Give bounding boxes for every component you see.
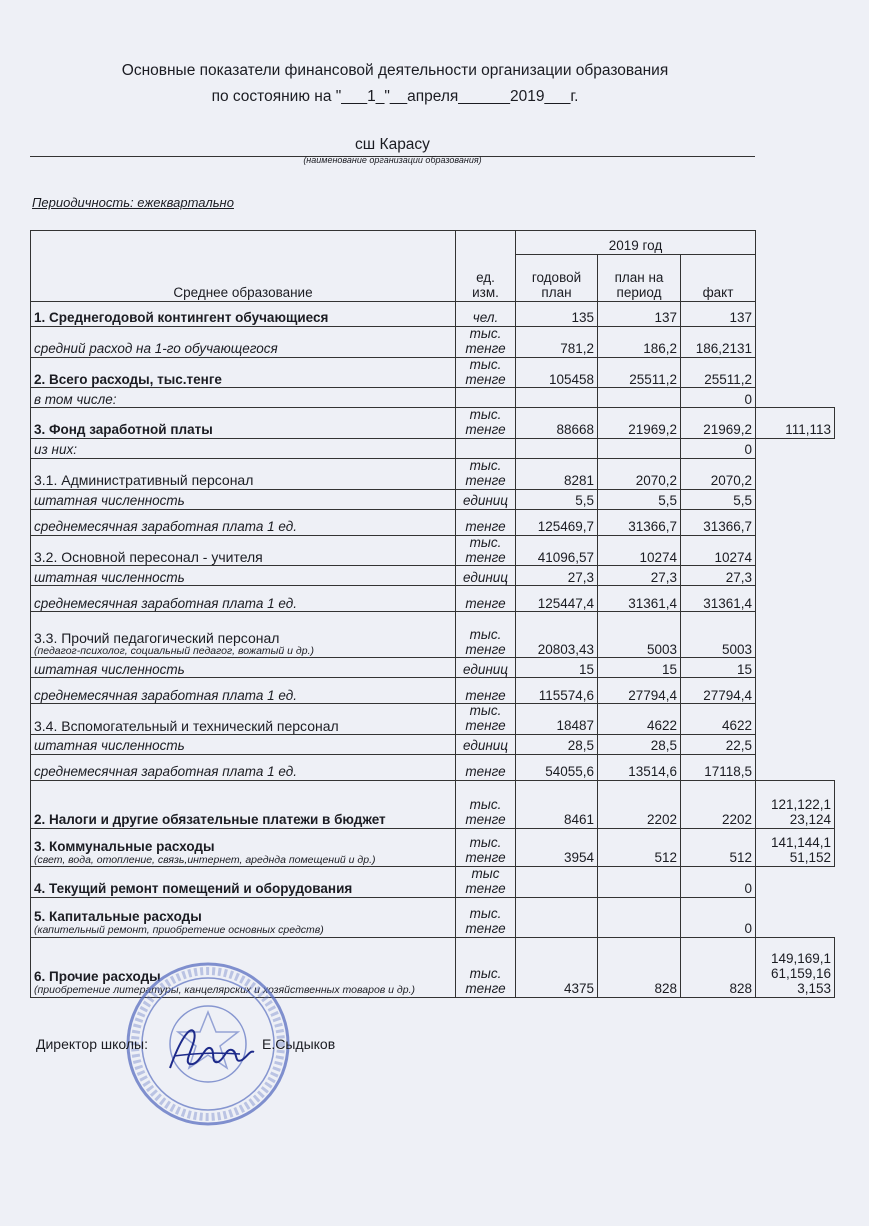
row-label-text: 2. Всего расходы, тыс.тенге <box>34 371 222 387</box>
row-label <box>31 658 456 678</box>
row-unit: тыс. тенге <box>456 781 516 829</box>
cell-extra <box>756 357 835 388</box>
row-unit: тенге <box>456 509 516 535</box>
periodicity: Периодичность: ежеквартально <box>32 195 234 210</box>
cell-extra <box>756 535 835 566</box>
cell-plan: 15 <box>516 658 598 678</box>
row-label <box>31 327 456 358</box>
row-unit: единиц <box>456 489 516 509</box>
row-label <box>31 678 456 704</box>
cell-fact: 10274 <box>681 535 756 566</box>
row-unit: тыс. тенге <box>456 408 516 439</box>
director-signature <box>160 1020 260 1080</box>
cell-fact: 4622 <box>681 704 756 735</box>
organization-name: сш Карасу <box>30 136 755 157</box>
row-label <box>31 586 456 612</box>
row-label <box>31 867 456 898</box>
cell-extra: 111,113 <box>756 408 835 439</box>
cell-fact: 512 <box>681 829 756 867</box>
cell-plan: 18487 <box>516 704 598 735</box>
cell-plan: 8281 <box>516 459 598 490</box>
header-plan: годовой план <box>516 255 598 302</box>
row-label-text: среднемесячная заработная плата 1 ед. <box>34 687 297 703</box>
cell-period: 27,3 <box>598 566 681 586</box>
document-title: Основные показатели финансовой деятельности организации образования <box>121 62 669 79</box>
cell-period: 15 <box>598 658 681 678</box>
cell-fact: 15 <box>681 658 756 678</box>
cell-extra: 149,169,1 61,159,16 3,153 <box>756 937 835 997</box>
cell-fact: 25511,2 <box>681 357 756 388</box>
cell-extra <box>756 586 835 612</box>
cell-extra <box>756 566 835 586</box>
cell-extra <box>756 678 835 704</box>
row-label-text: среднемесячная заработная плата 1 ед. <box>34 595 297 611</box>
row-label <box>31 408 456 439</box>
row-sublabel: (свет, вода, отопление, связь,интернет, аредндa помещений и др.) <box>34 853 376 866</box>
row-label-text: 5. Капитальные расходы <box>34 909 202 925</box>
row-sublabel: (капительный ремонт, приобретение основных средств) <box>34 924 324 937</box>
row-unit: единиц <box>456 658 516 678</box>
table-row <box>31 612 835 658</box>
row-label-text: штатная численность <box>34 569 185 585</box>
cell-period: 5,5 <box>598 489 681 509</box>
cell-extra <box>756 867 835 898</box>
row-unit: единиц <box>456 735 516 755</box>
header-year: 2019 год <box>516 231 756 255</box>
row-label-text: 6. Прочие расходы <box>34 969 161 985</box>
row-unit: тыс. тенге <box>456 612 516 658</box>
cell-extra <box>756 755 835 781</box>
cell-period: 31361,4 <box>598 586 681 612</box>
cell-plan: 781,2 <box>516 327 598 358</box>
cell-plan: 115574,6 <box>516 678 598 704</box>
header-name: Среднее образование <box>31 231 456 302</box>
row-unit: тыс. тенге <box>456 459 516 490</box>
cell-period: 4622 <box>598 704 681 735</box>
cell-fact: 27794,4 <box>681 678 756 704</box>
cell-fact: 31361,4 <box>681 586 756 612</box>
row-label-text: 4. Текущий ремонт помещений и оборудования <box>34 880 353 896</box>
cell-extra <box>756 658 835 678</box>
row-label-text: среднемесячная заработная плата 1 ед. <box>34 764 297 780</box>
cell-period <box>598 388 681 408</box>
cell-fact: 2202 <box>681 781 756 829</box>
cell-plan: 54055,6 <box>516 755 598 781</box>
table-row <box>31 302 835 327</box>
row-label <box>31 781 456 829</box>
row-label <box>31 566 456 586</box>
table-row <box>31 408 835 439</box>
row-label-text: 3.4. Вспомогательный и технический персонал <box>34 717 339 734</box>
table-row <box>31 535 835 566</box>
cell-plan: 88668 <box>516 408 598 439</box>
row-label-text: штатная численность <box>34 492 185 508</box>
table-row <box>31 704 835 735</box>
table-row <box>31 509 835 535</box>
row-unit <box>456 388 516 408</box>
cell-plan: 8461 <box>516 781 598 829</box>
table-row <box>31 781 835 829</box>
table-row <box>31 755 835 781</box>
row-unit: тыс. тенге <box>456 937 516 997</box>
organization-caption: (наименование организации образования) <box>303 155 482 165</box>
cell-plan: 125469,7 <box>516 509 598 535</box>
row-label-text: 2. Налоги и другие обязательные платежи в бюджет <box>34 812 386 828</box>
cell-plan: 135 <box>516 302 598 327</box>
cell-period <box>598 897 681 937</box>
table-row <box>31 586 835 612</box>
row-label <box>31 357 456 388</box>
cell-extra <box>756 459 835 490</box>
table-row <box>31 658 835 678</box>
cell-period: 2202 <box>598 781 681 829</box>
cell-period: 31366,7 <box>598 509 681 535</box>
table-row <box>31 566 835 586</box>
table-row <box>31 829 835 867</box>
table-row <box>31 357 835 388</box>
cell-fact: 0 <box>681 867 756 898</box>
row-unit: тыс. тенге <box>456 535 516 566</box>
cell-extra <box>756 735 835 755</box>
cell-plan: 4375 <box>516 937 598 997</box>
table-row <box>31 897 835 937</box>
cell-fact: 2070,2 <box>681 459 756 490</box>
row-label-text: среднемесячная заработная плата 1 ед. <box>34 518 297 534</box>
cell-fact: 21969,2 <box>681 408 756 439</box>
cell-fact: 5,5 <box>681 489 756 509</box>
row-unit: тыс. тенге <box>456 897 516 937</box>
row-label <box>31 439 456 459</box>
header-period: план на период <box>598 255 681 302</box>
cell-plan: 105458 <box>516 357 598 388</box>
cell-extra <box>756 897 835 937</box>
cell-extra <box>756 612 835 658</box>
cell-plan: 20803,43 <box>516 612 598 658</box>
document-date-line: по состоянию на "___1_"__апреля______2019___г. <box>211 88 579 105</box>
row-label <box>31 735 456 755</box>
cell-period: 186,2 <box>598 327 681 358</box>
cell-fact: 0 <box>681 897 756 937</box>
row-label <box>31 459 456 490</box>
row-unit: тенге <box>456 586 516 612</box>
row-label-text: средний расход на 1-го обучающегося <box>34 340 278 356</box>
row-label-text: 3.3. Прочий педагогический персонал <box>34 629 280 646</box>
row-label <box>31 489 456 509</box>
table-row <box>31 867 835 898</box>
cell-plan <box>516 439 598 459</box>
table-row <box>31 735 835 755</box>
cell-period <box>598 439 681 459</box>
indicators-table <box>30 230 835 998</box>
cell-fact: 17118,5 <box>681 755 756 781</box>
cell-period: 27794,4 <box>598 678 681 704</box>
row-label-text: в том числе: <box>34 391 117 407</box>
cell-extra <box>756 509 835 535</box>
row-unit: единиц <box>456 566 516 586</box>
cell-plan: 27,3 <box>516 566 598 586</box>
row-unit: тыс тенге <box>456 867 516 898</box>
cell-period: 5003 <box>598 612 681 658</box>
row-unit: тыс. тенге <box>456 829 516 867</box>
cell-plan: 28,5 <box>516 735 598 755</box>
row-sublabel: (приобретение литературы, канцелярских и хозяйственных товаров и др.) <box>34 984 415 997</box>
table-row <box>31 459 835 490</box>
row-label-text: 3.1. Административный персонал <box>34 472 254 489</box>
cell-period: 2070,2 <box>598 459 681 490</box>
cell-fact: 137 <box>681 302 756 327</box>
cell-fact: 31366,7 <box>681 509 756 535</box>
row-label-text: 3. Фонд заработной платы <box>34 422 213 438</box>
row-sublabel: (педагог-психолог, социальный педагог, вожатый и др.) <box>34 644 314 657</box>
row-label-text: штатная численность <box>34 738 185 754</box>
row-unit: тенге <box>456 755 516 781</box>
row-label-text: из них: <box>34 442 77 458</box>
row-label <box>31 897 456 937</box>
cell-period: 21969,2 <box>598 408 681 439</box>
table-row <box>31 327 835 358</box>
row-label <box>31 612 456 658</box>
table-row <box>31 678 835 704</box>
cell-extra <box>756 489 835 509</box>
row-label <box>31 388 456 408</box>
row-unit: тыс. тенге <box>456 357 516 388</box>
cell-fact: 5003 <box>681 612 756 658</box>
row-label-text: 3.2. Основной пересонал - учителя <box>34 549 263 566</box>
header-blank <box>756 231 835 302</box>
director-name: Е.Сыдыков <box>262 1036 336 1052</box>
cell-extra <box>756 302 835 327</box>
cell-plan: 41096,57 <box>516 535 598 566</box>
cell-fact: 186,2131 <box>681 327 756 358</box>
cell-plan <box>516 867 598 898</box>
cell-period: 828 <box>598 937 681 997</box>
row-label <box>31 755 456 781</box>
cell-plan: 125447,4 <box>516 586 598 612</box>
cell-period: 13514,6 <box>598 755 681 781</box>
row-label <box>31 704 456 735</box>
cell-fact: 0 <box>681 439 756 459</box>
cell-extra <box>756 704 835 735</box>
cell-extra: 121,122,1 23,124 <box>756 781 835 829</box>
row-unit <box>456 439 516 459</box>
row-label <box>31 829 456 867</box>
cell-period: 137 <box>598 302 681 327</box>
cell-plan <box>516 388 598 408</box>
cell-plan <box>516 897 598 937</box>
header-fact: факт <box>681 255 756 302</box>
cell-period: 25511,2 <box>598 357 681 388</box>
cell-extra <box>756 439 835 459</box>
table-row <box>31 388 835 408</box>
row-label <box>31 535 456 566</box>
cell-extra <box>756 327 835 358</box>
cell-period: 10274 <box>598 535 681 566</box>
row-label-text: 1. Среднегодовой контингент обучающиеся <box>34 310 329 326</box>
row-unit: чел. <box>456 302 516 327</box>
cell-plan: 5,5 <box>516 489 598 509</box>
row-unit: тыс. тенге <box>456 704 516 735</box>
cell-period <box>598 867 681 898</box>
header-unit: ед. изм. <box>456 231 516 302</box>
cell-extra: 141,144,1 51,152 <box>756 829 835 867</box>
table-row <box>31 439 835 459</box>
row-unit: тыс. тенге <box>456 327 516 358</box>
cell-fact: 27,3 <box>681 566 756 586</box>
row-label-text: штатная численность <box>34 661 185 677</box>
row-unit: тенге <box>456 678 516 704</box>
cell-fact: 22,5 <box>681 735 756 755</box>
cell-extra <box>756 388 835 408</box>
cell-fact: 0 <box>681 388 756 408</box>
row-label-text: 3. Коммунальные расходы <box>34 838 215 854</box>
row-label <box>31 302 456 327</box>
cell-period: 512 <box>598 829 681 867</box>
cell-plan: 3954 <box>516 829 598 867</box>
row-label <box>31 509 456 535</box>
table-row <box>31 489 835 509</box>
director-label: Директор школы: <box>36 1036 148 1052</box>
cell-fact: 828 <box>681 937 756 997</box>
cell-period: 28,5 <box>598 735 681 755</box>
